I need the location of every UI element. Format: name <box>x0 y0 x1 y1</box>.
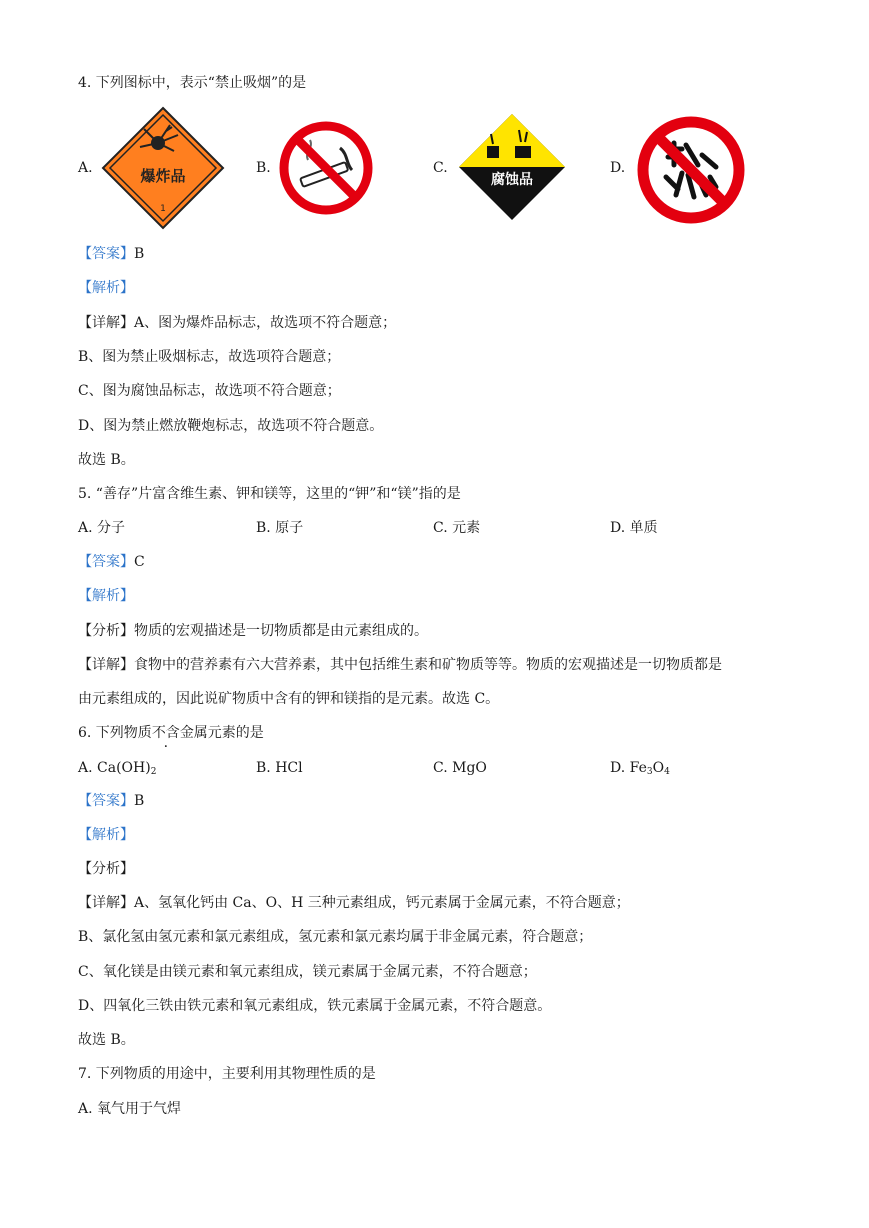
q4-detail-d: D、图为禁止燃放鞭炮标志，故选项不符合题意。 <box>78 418 384 434</box>
q5-fenxi: 【分析】物质的宏观描述是一切物质都是由元素组成的。 <box>78 623 428 639</box>
q6-option-d: D. $Fe_3O_4$ <box>610 760 670 777</box>
q7-option-a: A. 氧气用于气焊 <box>78 1101 182 1117</box>
q6-option-c: C. MgO <box>433 760 487 776</box>
q4-analysis-tag: 【解析】 <box>78 280 134 296</box>
q7-stem: 7. 下列物质的用途中，主要利用其物理性质的是 <box>78 1066 376 1082</box>
q4-option-c-label: C. <box>433 160 448 176</box>
q6-detail-a: 【详解】A、氢氧化钙由 Ca、O、H 三种元素组成，钙元素属于金属元素，不符合题意； <box>78 895 630 911</box>
corrosive-label: 腐蚀品 <box>491 172 533 188</box>
q6-detail-c: C、氧化镁是由镁元素和氧元素组成，镁元素属于金属元素，不符合题意； <box>78 964 537 980</box>
q6-analysis-tag: 【解析】 <box>78 827 134 843</box>
q5-stem: 5. “善存”片富含维生素、钾和镁等，这里的“钾”和“镁”指的是 <box>78 486 461 502</box>
q5-option-b: B. 原子 <box>256 520 304 536</box>
q4-detail-a: 【详解】A、图为爆炸品标志，故选项不符合题意； <box>78 315 397 331</box>
q6-detail-b: B、氯化氢由氢元素和氯元素组成，氢元素和氯元素均属于非金属元素，符合题意； <box>78 929 593 945</box>
explosive-class-number: 1 <box>160 204 166 214</box>
q4-detail-b: B、图为禁止吸烟标志，故选项符合题意； <box>78 349 341 365</box>
q6-stem: 6. 下列物质不含金属元素的是 <box>78 725 264 741</box>
no-smoking-sign-icon <box>278 120 374 216</box>
explosive-sign-icon <box>100 105 226 231</box>
q5-detail-line-1: 【详解】食物中的营养素有六大营养素，其中包括维生素和矿物质等等。物质的宏观描述是一切物质都是 <box>78 657 722 673</box>
q5-answer: 【答案】C <box>78 554 145 570</box>
q4-answer: 【答案】B <box>78 246 145 262</box>
q4-detail-c: C、图为腐蚀品标志，故选项不符合题意； <box>78 383 341 399</box>
q6-conclusion: 故选 B。 <box>78 1032 135 1048</box>
q6-fenxi-tag: 【分析】 <box>78 861 134 877</box>
q6-answer: 【答案】B <box>78 793 145 809</box>
q4-stem: 4. 下列图标中，表示“禁止吸烟”的是 <box>78 75 307 91</box>
explosive-label: 爆炸品 <box>140 167 186 185</box>
q4-conclusion: 故选 B。 <box>78 452 135 468</box>
q6-detail-d: D、四氧化三铁由铁元素和氧元素组成，铁元素属于金属元素，不符合题意。 <box>78 998 552 1014</box>
q5-detail-line-2: 由元素组成的，因此说矿物质中含有的钾和镁指的是元素。故选 C。 <box>78 691 500 707</box>
corrosive-sign-icon <box>457 112 567 222</box>
q5-analysis-tag: 【解析】 <box>78 588 134 604</box>
q4-option-d-label: D. <box>610 160 626 176</box>
emphasis-text: 不含 <box>151 725 180 741</box>
q6-option-b: B. HCl <box>256 760 303 776</box>
no-firecrackers-sign-icon <box>636 115 746 225</box>
q4-option-a-label: A. <box>78 160 93 176</box>
q4-option-b-label: B. <box>256 160 271 176</box>
q6-option-a: A. $Ca(OH)_2$ <box>78 760 157 777</box>
q5-option-c: C. 元素 <box>433 520 481 536</box>
q5-option-a: A. 分子 <box>78 520 126 536</box>
q5-option-d: D. 单质 <box>610 520 658 536</box>
